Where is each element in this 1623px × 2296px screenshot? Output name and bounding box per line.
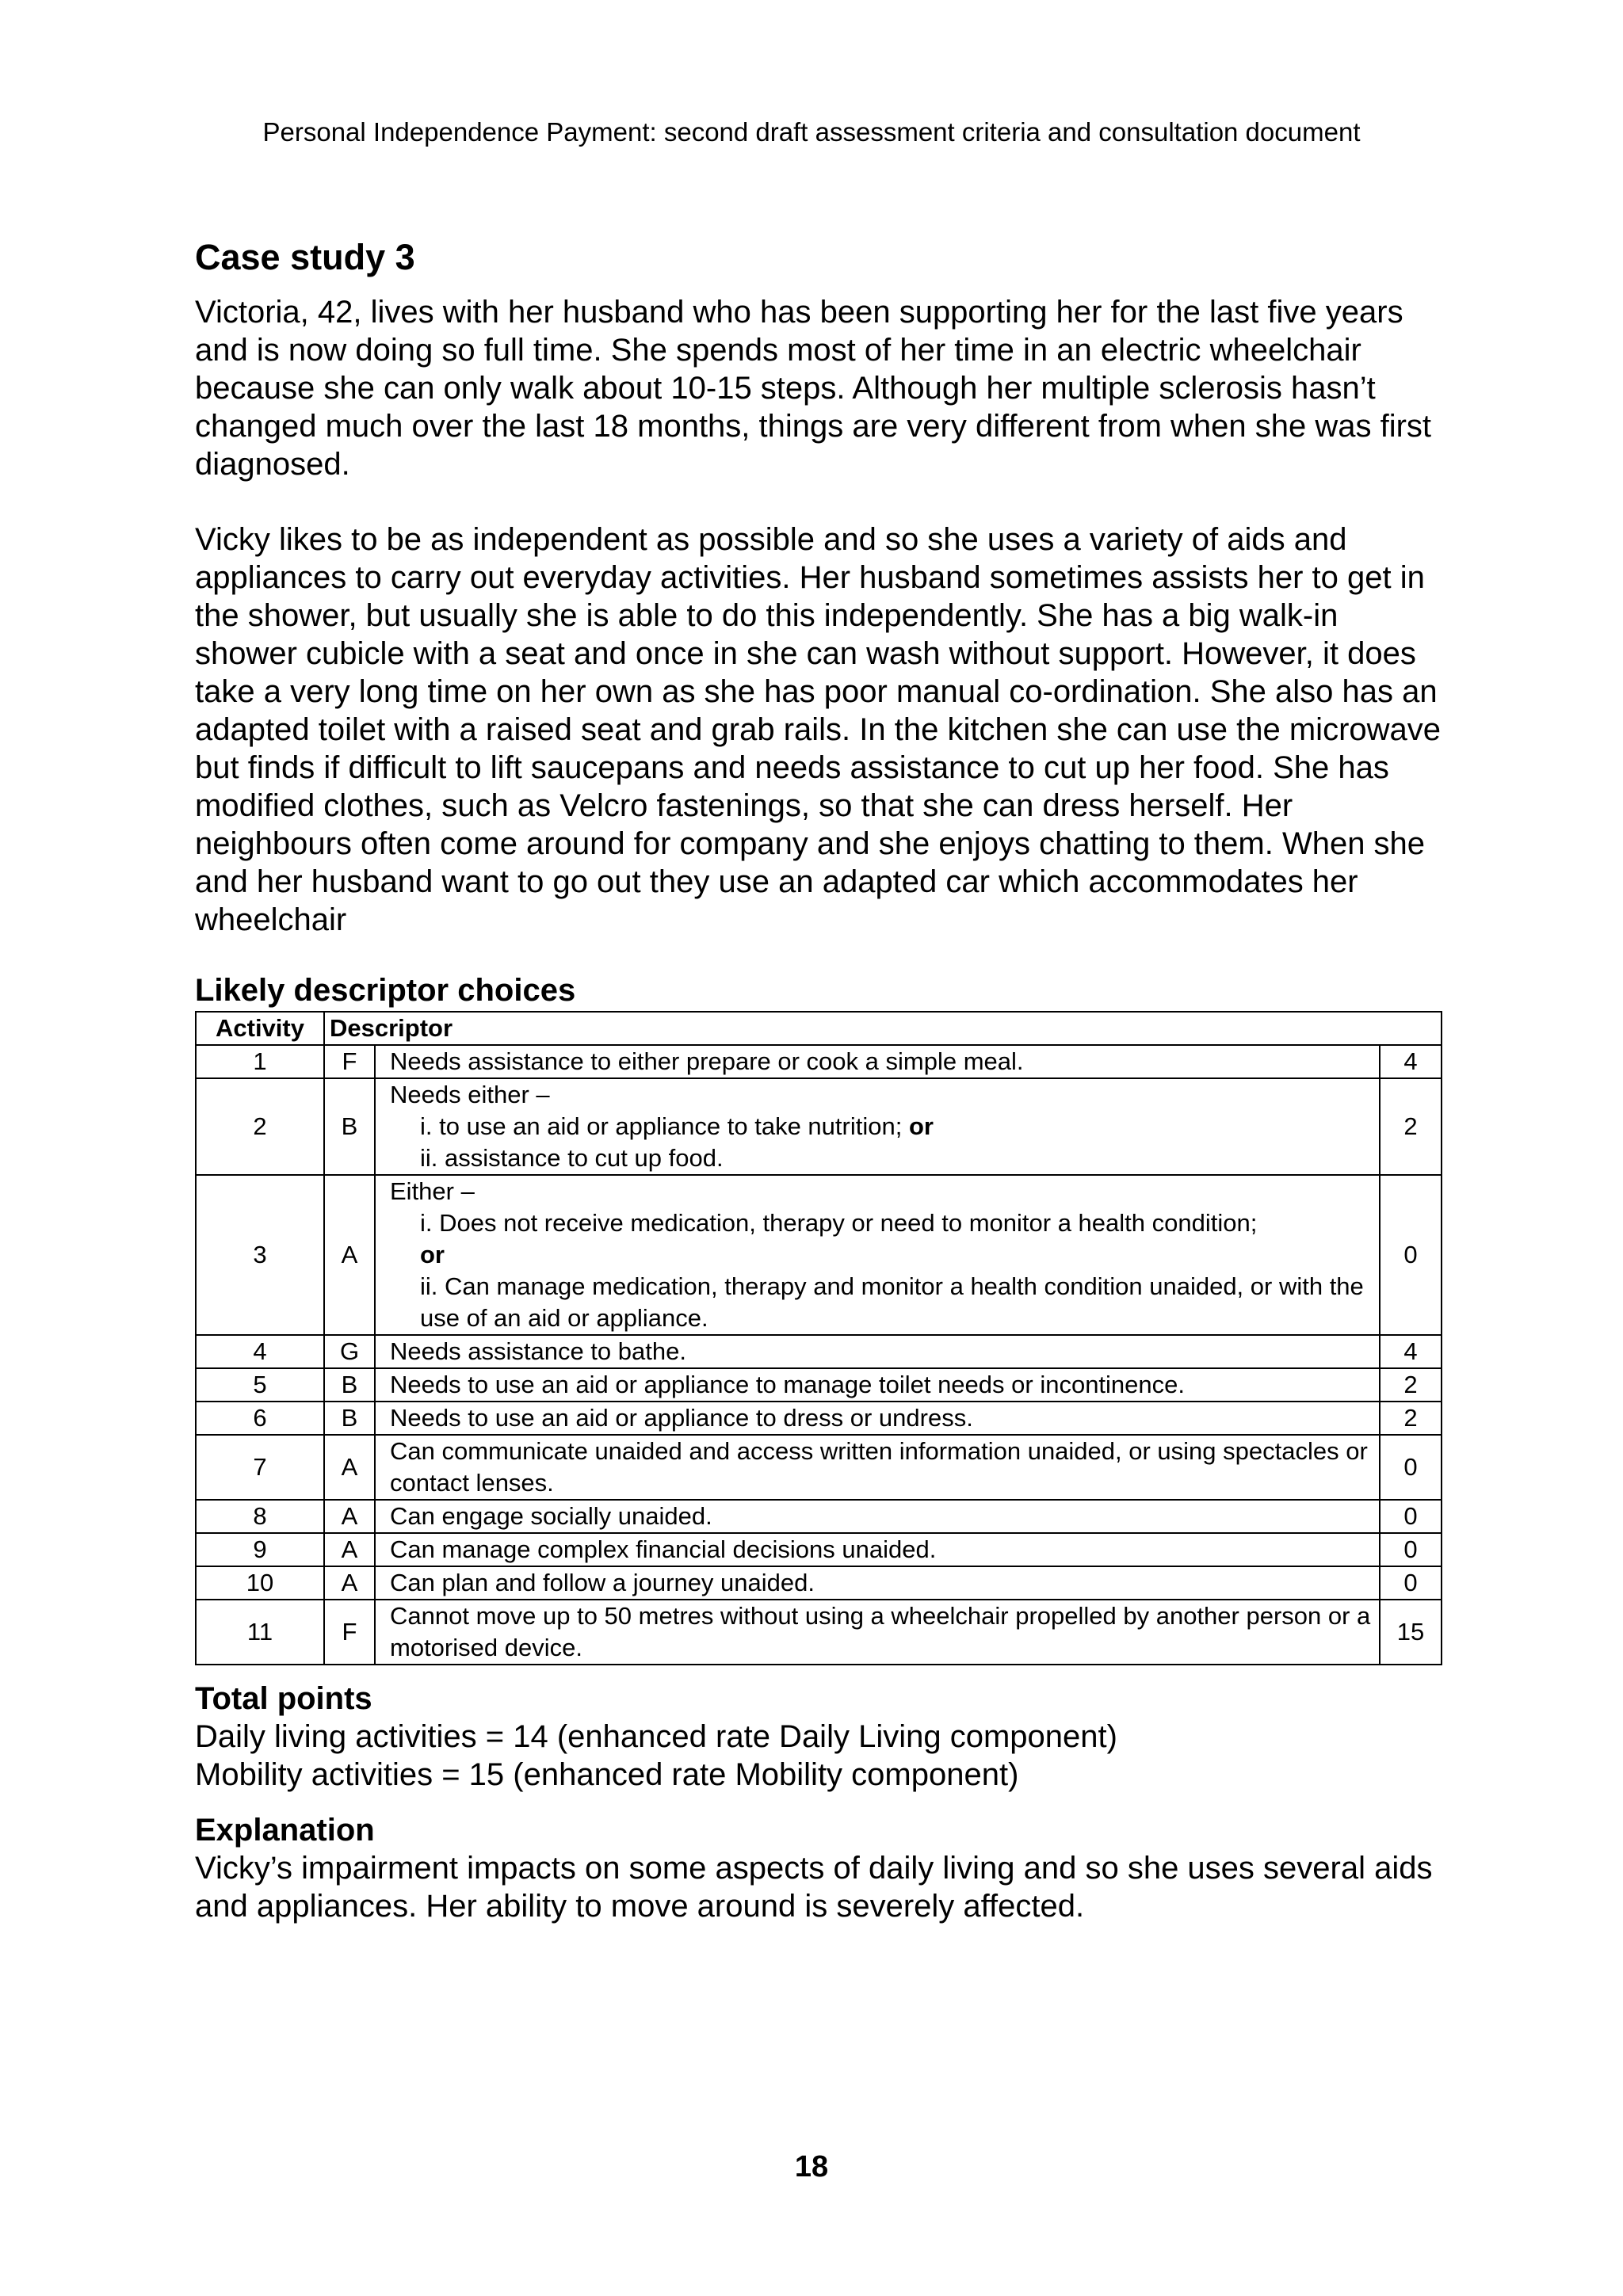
activity-number: 9	[196, 1533, 324, 1566]
descriptor-points: 2	[1380, 1402, 1442, 1435]
case-study-title: Case study 3	[195, 237, 415, 277]
descriptor-text: Can plan and follow a journey unaided.	[375, 1566, 1380, 1600]
descriptor-points: 0	[1380, 1435, 1442, 1500]
descriptor-points: 4	[1380, 1335, 1442, 1368]
table-row	[196, 1533, 1442, 1566]
descriptor-code: A	[324, 1435, 375, 1500]
col-activity-header: Activity	[196, 1012, 324, 1045]
option-conjunction: or	[420, 1241, 445, 1268]
descriptor-points: 2	[1380, 1078, 1442, 1175]
descriptor-code: A	[324, 1566, 375, 1600]
descriptor-text: Needs assistance to either prepare or cook a simple meal.	[375, 1045, 1380, 1078]
descriptor-text: Can communicate unaided and access written information unaided, or using spectacles or contact lenses.	[375, 1435, 1380, 1500]
totals-heading: Total points	[195, 1681, 372, 1716]
activity-number: 3	[196, 1175, 324, 1335]
col-descriptor-header: Descriptor	[324, 1012, 1442, 1045]
case-paragraph-2: Vicky likes to be as independent as possible and so she uses a variety of aids and appliances to carry out everyday activities. Her husband sometimes assists her to get in the shower, but usually she is able to do this independently. She has a big walk-in shower cubicle with a seat and once in she can wash without support. However, it does take a very long time on her own as she has poor manual co-ordination. She also has an adapted toilet with a raised seat and grab rails. In the kitchen she can use the microwave but finds if difficult to lift saucepans and needs assistance to cut up her food. She has modified clothes, such as Velcro fastenings, so that she can dress herself. Her neighbours often come around for company and she enjoys chatting to them. When she and her husband want to go out they use an adapted car which accommodates her wheelchair	[195, 522, 1442, 937]
activity-number: 11	[196, 1600, 324, 1665]
table-row	[196, 1566, 1442, 1600]
descriptor-points: 0	[1380, 1566, 1442, 1600]
descriptor-points: 4	[1380, 1045, 1442, 1078]
descriptor-code: A	[324, 1533, 375, 1566]
activity-number: 2	[196, 1078, 324, 1175]
descriptor-table	[195, 1011, 1442, 1665]
activity-number: 4	[196, 1335, 324, 1368]
descriptor-points: 0	[1380, 1533, 1442, 1566]
descriptor-option-2: ii. Can manage medication, therapy and monitor a health condition unaided, or with the use of an aid or appliance.	[420, 1272, 1364, 1332]
descriptor-code: F	[324, 1045, 375, 1078]
activity-number: 8	[196, 1500, 324, 1533]
descriptor-option-1	[390, 1111, 1374, 1142]
running-header: Personal Independence Payment: second draft assessment criteria and consultation document	[262, 117, 1361, 147]
content-column	[195, 236, 1447, 1962]
descriptor-text: Needs to use an aid or appliance to dress or undress.	[375, 1402, 1380, 1435]
activity-number: 7	[196, 1435, 324, 1500]
descriptor-option-2: ii. assistance to cut up food.	[420, 1144, 724, 1172]
table-row	[196, 1402, 1442, 1435]
case-paragraph-1: Victoria, 42, lives with her husband who has been supporting her for the last five years and is now doing so full time. She spends most of her time in an electric wheelchair because she can only walk about 10-15 steps. Although her multiple sclerosis hasn’t changed much over the last 18 months, things are very different from when she was first diagnosed.	[195, 295, 1432, 482]
activity-number: 10	[196, 1566, 324, 1600]
activity-number: 5	[196, 1368, 324, 1402]
descriptor-option-1: i. Does not receive medication, therapy or need to monitor a health condition;	[420, 1209, 1258, 1237]
descriptor-text: Can engage socially unaided.	[375, 1500, 1380, 1533]
descriptor-text	[375, 1175, 1380, 1335]
descriptor-code: F	[324, 1600, 375, 1665]
explanation-section	[195, 1811, 1447, 1925]
explanation-text: Vicky’s impairment impacts on some aspects of daily living and so she uses several aids and appliances. Her ability to move around is severely affected.	[195, 1851, 1433, 1924]
page-number: 18	[794, 2150, 829, 2183]
descriptor-code: B	[324, 1078, 375, 1175]
table-row	[196, 1435, 1442, 1500]
descriptor-code: G	[324, 1335, 375, 1368]
descriptor-text: Cannot move up to 50 metres without using a wheelchair propelled by another person or a motorised device.	[375, 1600, 1380, 1665]
option-conjunction: or	[908, 1112, 934, 1140]
table-row	[196, 1078, 1442, 1175]
table-row	[196, 1335, 1442, 1368]
activity-number: 6	[196, 1402, 324, 1435]
mobility-total: Mobility activities = 15 (enhanced rate Mobility component)	[195, 1757, 1019, 1792]
table-row	[196, 1600, 1442, 1665]
descriptor-text: Needs to use an aid or appliance to manage toilet needs or incontinence.	[375, 1368, 1380, 1402]
descriptor-lead: Either –	[390, 1177, 475, 1205]
descriptor-points: 0	[1380, 1500, 1442, 1533]
descriptor-code: B	[324, 1368, 375, 1402]
daily-living-total: Daily living activities = 14 (enhanced rate Daily Living component)	[195, 1719, 1117, 1754]
table-row	[196, 1368, 1442, 1402]
descriptor-lead: Needs either –	[390, 1081, 550, 1108]
option-text: i. to use an aid or appliance to take nutrition;	[420, 1112, 903, 1140]
descriptor-points: 2	[1380, 1368, 1442, 1402]
descriptor-code: A	[324, 1500, 375, 1533]
descriptor-text	[375, 1078, 1380, 1175]
descriptor-points: 15	[1380, 1600, 1442, 1665]
explanation-heading: Explanation	[195, 1813, 375, 1848]
table-row	[196, 1045, 1442, 1078]
descriptor-text: Can manage complex financial decisions unaided.	[375, 1533, 1380, 1566]
table-row	[196, 1175, 1442, 1335]
descriptor-points: 0	[1380, 1175, 1442, 1335]
totals-section	[195, 1680, 1447, 1794]
table-row	[196, 1500, 1442, 1533]
descriptor-text: Needs assistance to bathe.	[375, 1335, 1380, 1368]
activity-number: 1	[196, 1045, 324, 1078]
table-header-row	[196, 1012, 1442, 1045]
descriptor-code: B	[324, 1402, 375, 1435]
descriptor-code: A	[324, 1175, 375, 1335]
descriptor-heading: Likely descriptor choices	[195, 973, 576, 1008]
